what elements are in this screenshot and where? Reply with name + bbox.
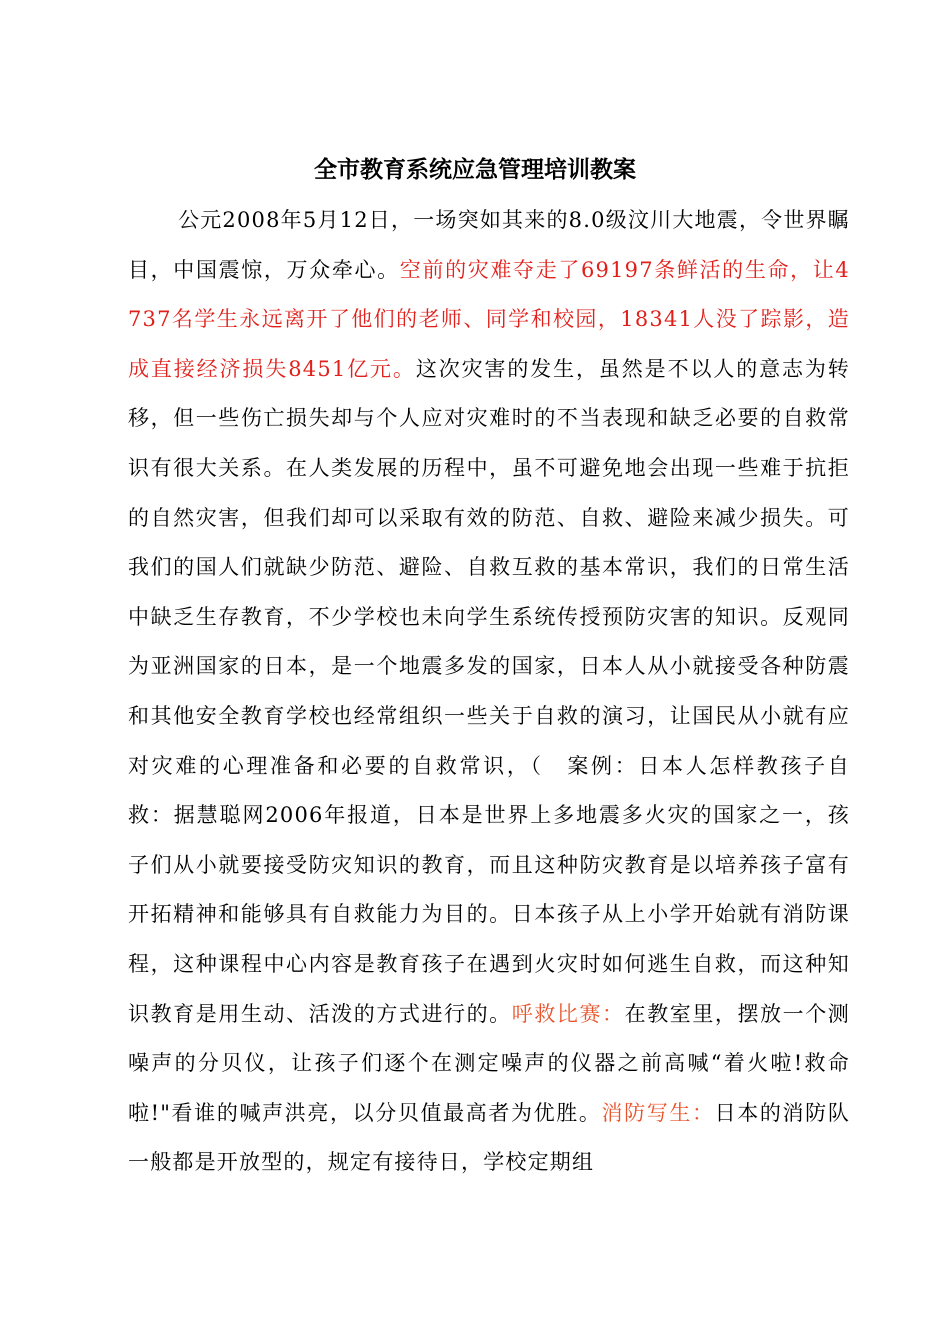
casualty-statistics-highlight: 空前的灾难夺走了69197条鲜活的生命，让4737名学生永远离开了他们的老师、同学和校园，18341人没了踪影，造成直接经济损失8451亿元。 — [128, 257, 850, 381]
body-paragraph — [128, 196, 850, 1188]
rescue-call-contest-heading: 呼救比赛： — [511, 1001, 625, 1026]
document-title: 全市教育系统应急管理培训教案 — [314, 156, 636, 183]
fire-sketching-heading: 消防写生： — [601, 1100, 715, 1125]
fire-sketching-text: 日本的消防队一般都是开放型的，规定有接待日，学校定期组 — [128, 1100, 851, 1175]
analysis-text: 这次灾害的发生，虽然是不以人的意志为转移，但一些伤亡损失却与个人应对灾难时的不当表现和缺乏必要的自救常识有很大关系。在人类发展的历程中，虽不可避免地会出现一些难于抗拒的自然灾害，但我们却可以采取有效的防范、自救、避险来减少损失。可我们的国人们就缺少防范、避险、自救互救的基本常识，我们的日常生活中缺乏生存教育，不少学校也未向学生系统传授预防灾害的知识。反观同为亚洲国家的日本，是一个地震多发的国家，日本人从小就接受各种防震和其他安全教育学校也经常组织一些关于自救的演习，让国民从小就有应对灾难的心理准备和必要的自救常识，（ 案例：日本人怎样教孩子自救：据慧聪网2006年报道，日本是世界上多地震多火灾的国家之一，孩子们从小就要接受防灾知识的教育，而且这种防灾教育是以培养孩子富有开拓精神和能够具有自救能力为目的。日本孩子从上小学开始就有消防课程，这种课程中心内容是教育孩子在遇到火灾时如何逃生自救，而这种知识教育是用生动、活泼的方式进行的。 — [128, 356, 850, 1026]
intro-sentence: 公元2008年5月12日，一场突如其来的8.0级汶川大地震，令世界瞩目，中国震惊，万众牵心。 — [128, 208, 850, 282]
rescue-call-contest-text: 在教室里，摆放一个测噪声的分贝仪，让孩子们逐个在测定噪声的仪器之前高喊“着火啦!救命啦!"看谁的喊声洪亮，以分贝值最高者为优胜。 — [128, 1001, 851, 1125]
